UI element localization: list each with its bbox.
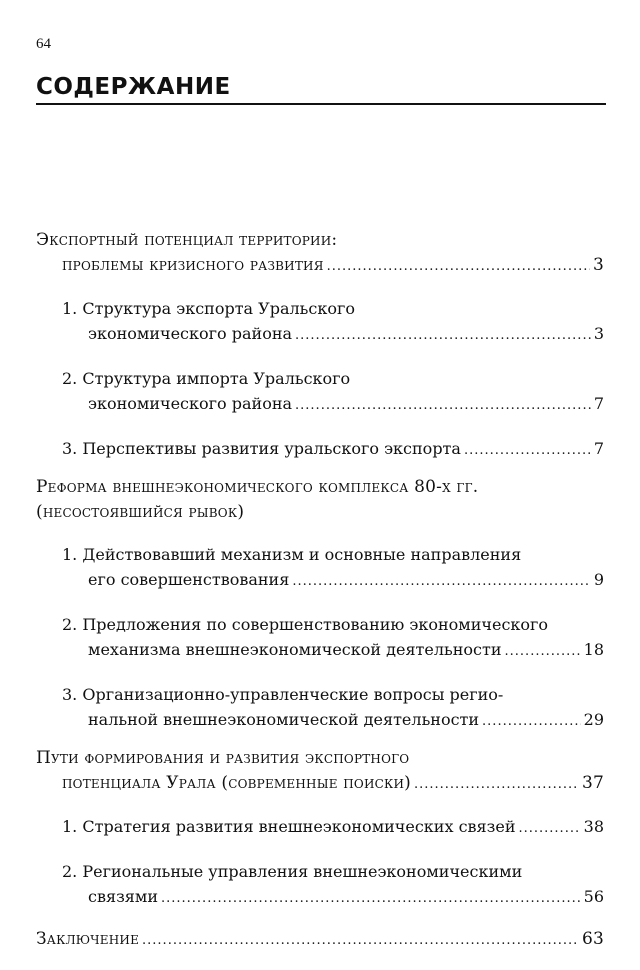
toc-part: [36, 475, 604, 525]
chapter-line: [62, 542, 604, 567]
chapter-text: связями: [88, 887, 158, 906]
chapter-line: [62, 707, 604, 734]
chapter-line: [62, 682, 604, 707]
page-ref: 9: [593, 570, 604, 589]
dot-leader: [295, 323, 591, 348]
part-title-line: [36, 475, 604, 500]
dot-leader: [142, 928, 579, 953]
chapter-text: 1. Структура экспорта Уральского: [62, 299, 355, 318]
toc-chapter: [62, 296, 604, 348]
chapter-text: 3. Организационно-управленческие вопросы регио-: [62, 685, 504, 704]
chapter-text: экономического района: [88, 324, 293, 343]
part-title: [36, 475, 604, 525]
table-of-contents: [36, 228, 604, 970]
chapter-line: [62, 567, 604, 594]
chapter-text: 2. Предложения по совершенствованию экономического: [62, 615, 549, 634]
dot-leader: [464, 438, 591, 463]
chapter-text: нальной внешнеэкономической деятельности: [88, 710, 480, 729]
toc-chapter: [62, 682, 604, 734]
part-title-line: [36, 746, 604, 771]
chapter-line: [62, 884, 604, 911]
chapter-text: механизма внешнеэкономической деятельности: [88, 640, 502, 659]
dot-leader: [414, 772, 579, 797]
dot-leader: [292, 569, 591, 594]
chapter-line: [62, 436, 604, 463]
toc-chapter: [62, 366, 604, 418]
chapter-line: [62, 296, 604, 321]
part-title-line: [36, 927, 604, 953]
toc-chapter: [62, 814, 604, 841]
chapter-line: [62, 637, 604, 664]
dot-leader: [295, 393, 591, 418]
part-title-text: Пути формирования и развития экспортного: [36, 748, 410, 768]
page-ref: 63: [581, 929, 604, 949]
dot-leader: [327, 254, 590, 279]
page-title: СОДЕРЖАНИЕ: [36, 74, 606, 105]
part-title-text: Экспортный потенциал территории:: [36, 230, 338, 250]
page-number: 64: [36, 36, 51, 52]
chapter-line: [62, 391, 604, 418]
toc-chapter: [62, 542, 604, 594]
chapter-line: [62, 814, 604, 841]
page-ref: 38: [583, 817, 604, 836]
part-title-line: [36, 771, 604, 797]
toc-part: [36, 228, 604, 279]
page-ref: 18: [583, 640, 604, 659]
chapter-text: 3. Перспективы развития уральского экспорта: [62, 439, 461, 458]
chapter-line: [62, 612, 604, 637]
toc-part: [36, 746, 604, 797]
part-title-line: [36, 228, 604, 253]
chapter-text: 2. Структура импорта Уральского: [62, 369, 351, 388]
chapter-text: его совершенствования: [88, 570, 290, 589]
page-ref: 3: [592, 255, 604, 275]
page-ref: 37: [581, 773, 604, 793]
dot-leader: [505, 639, 581, 664]
chapter-text: 1. Действовавший механизм и основные направления: [62, 545, 522, 564]
dot-leader: [519, 816, 581, 841]
toc-chapter: [62, 436, 604, 463]
chapter-text: 2. Региональные управления внешнеэкономическими: [62, 862, 523, 881]
chapter-line: [62, 366, 604, 391]
chapter-line: [62, 859, 604, 884]
part-title: [36, 228, 604, 279]
part-title-text: Заключение: [36, 929, 140, 949]
dot-leader: [161, 886, 581, 911]
toc-part: [36, 927, 604, 953]
part-title-text: проблемы кризисного развития: [62, 255, 324, 275]
page-ref: 3: [593, 324, 604, 343]
part-title-line: [36, 500, 604, 525]
part-title: [36, 927, 604, 953]
toc-chapter: [62, 859, 604, 911]
chapter-line: [62, 321, 604, 348]
page-ref: 29: [583, 710, 604, 729]
chapter-text: экономического района: [88, 394, 293, 413]
part-title-text: потенциала Урала (современные поиски): [62, 773, 411, 793]
page-ref: 7: [593, 394, 604, 413]
part-title: [36, 746, 604, 797]
page-ref: 56: [583, 887, 604, 906]
part-title-text: Реформа внешнеэкономического комплекса 80-х гг.: [36, 477, 479, 497]
page-ref: 7: [593, 439, 604, 458]
chapter-text: 1. Стратегия развития внешнеэкономических связей: [62, 817, 516, 836]
part-title-text: (несостоявшийся рывок): [36, 502, 245, 522]
part-title-line: [36, 253, 604, 279]
dot-leader: [482, 709, 581, 734]
toc-chapter: [62, 612, 604, 664]
